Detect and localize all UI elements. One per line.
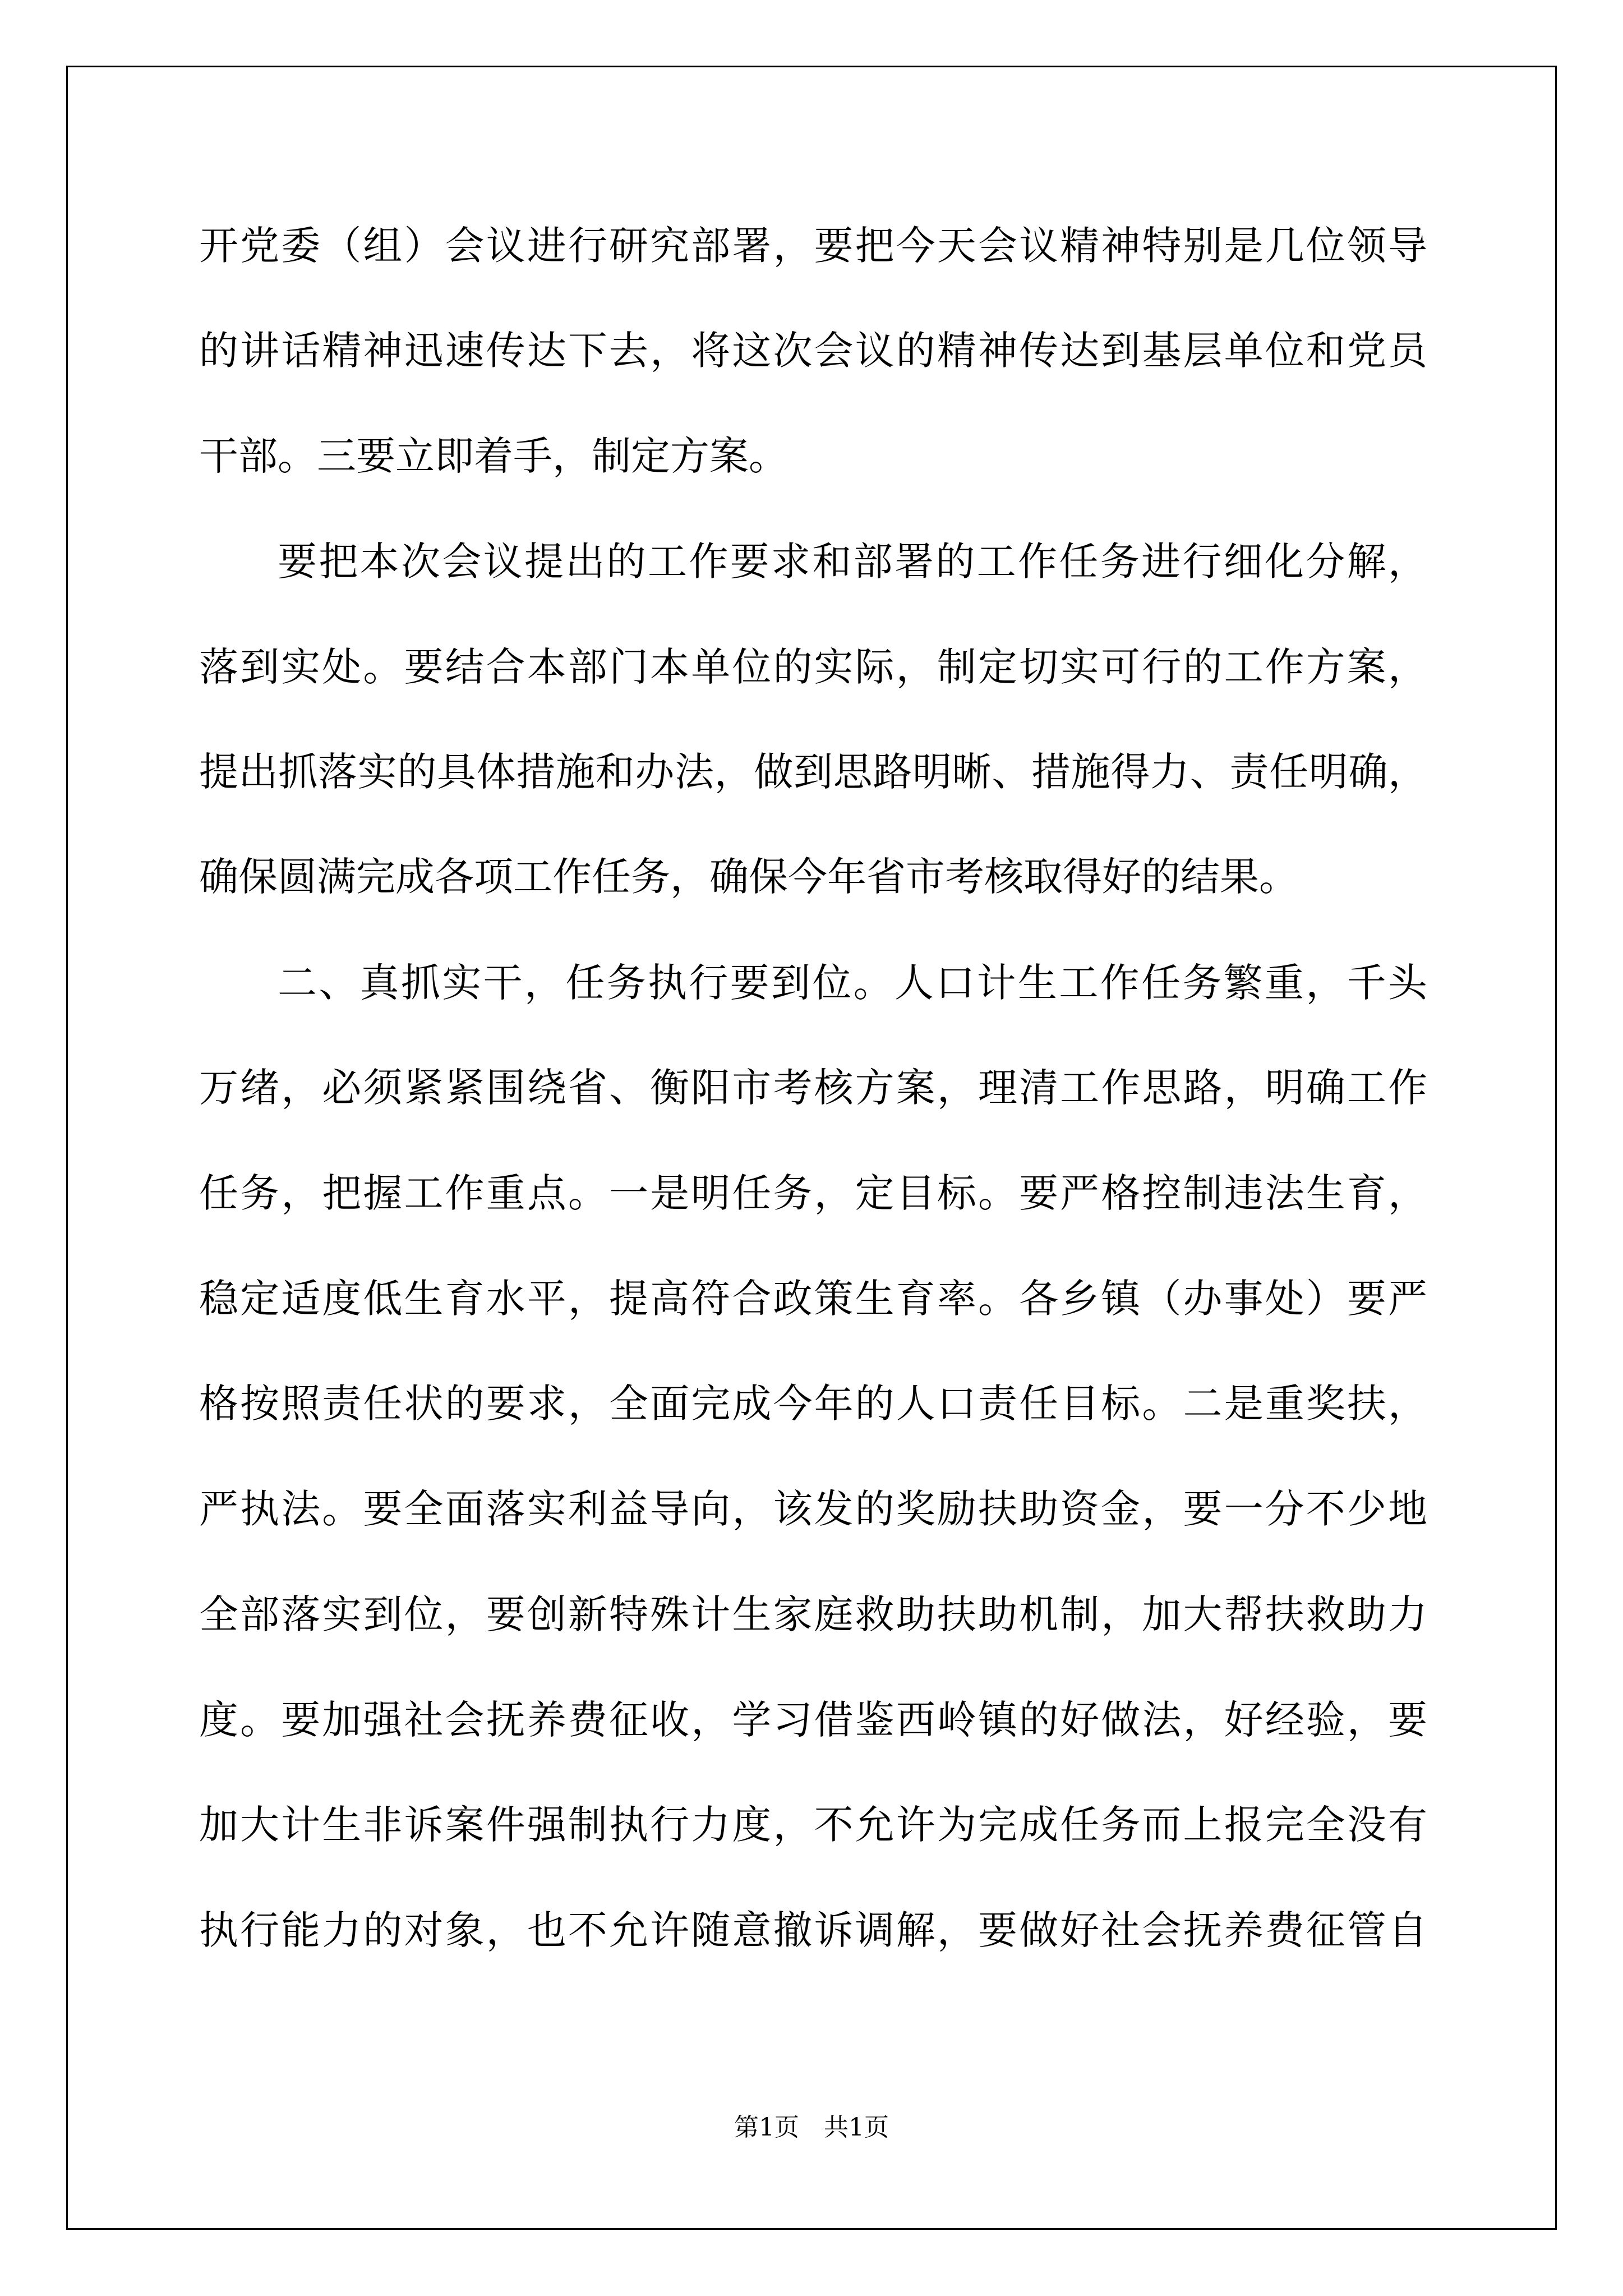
text-line: 开党委（组）会议进行研究部署，要把今天会议精神特别是几位领导 <box>199 223 1427 269</box>
text-line: 加大计生非诉案件强制执行力度，不允许为完成任务而上报完全没有 <box>199 1802 1427 1848</box>
text-line: 度。要加强社会抚养费征收，学习借鉴西岭镇的好做法，好经验，要 <box>199 1697 1427 1743</box>
text-line: 要把本次会议提出的工作要求和部署的工作任务进行细化分解， <box>278 539 1427 585</box>
text-line: 二、真抓实干，任务执行要到位。人口计生工作任务繁重，千头 <box>278 960 1427 1006</box>
text-line: 万绪，必须紧紧围绕省、衡阳市考核方案，理清工作思路，明确工作 <box>199 1065 1427 1111</box>
text-line: 提出抓落实的具体措施和办法，做到思路明晰、措施得力、责任明确， <box>199 749 1427 795</box>
text-line: 稳定适度低生育水平，提高符合政策生育率。各乡镇（办事处）要严 <box>199 1276 1427 1322</box>
text-line: 格按照责任状的要求，全面完成今年的人口责任目标。二是重奖扶， <box>199 1381 1427 1427</box>
text-line: 干部。三要立即着手，制定方案。 <box>199 433 788 479</box>
text-line: 的讲话精神迅速传达下去，将这次会议的精神传达到基层单位和党员 <box>199 328 1427 374</box>
text-line: 全部落实到位，要创新特殊计生家庭救助扶助机制，加大帮扶救助力 <box>199 1591 1427 1637</box>
page-footer: 第1页 共1页 <box>734 2113 889 2142</box>
text-line: 严执法。要全面落实利益导向，该发的奖励扶助资金，要一分不少地 <box>199 1486 1427 1532</box>
text-line: 执行能力的对象，也不允许随意撤诉调解，要做好社会抚养费征管自 <box>199 1907 1427 1953</box>
text-line: 落到实处。要结合本部门本单位的实际，制定切实可行的工作方案， <box>199 644 1427 690</box>
text-line: 确保圆满完成各项工作任务，确保今年省市考核取得好的结果。 <box>199 854 1298 900</box>
text-line: 任务，把握工作重点。一是明任务，定目标。要严格控制违法生育， <box>199 1170 1427 1216</box>
